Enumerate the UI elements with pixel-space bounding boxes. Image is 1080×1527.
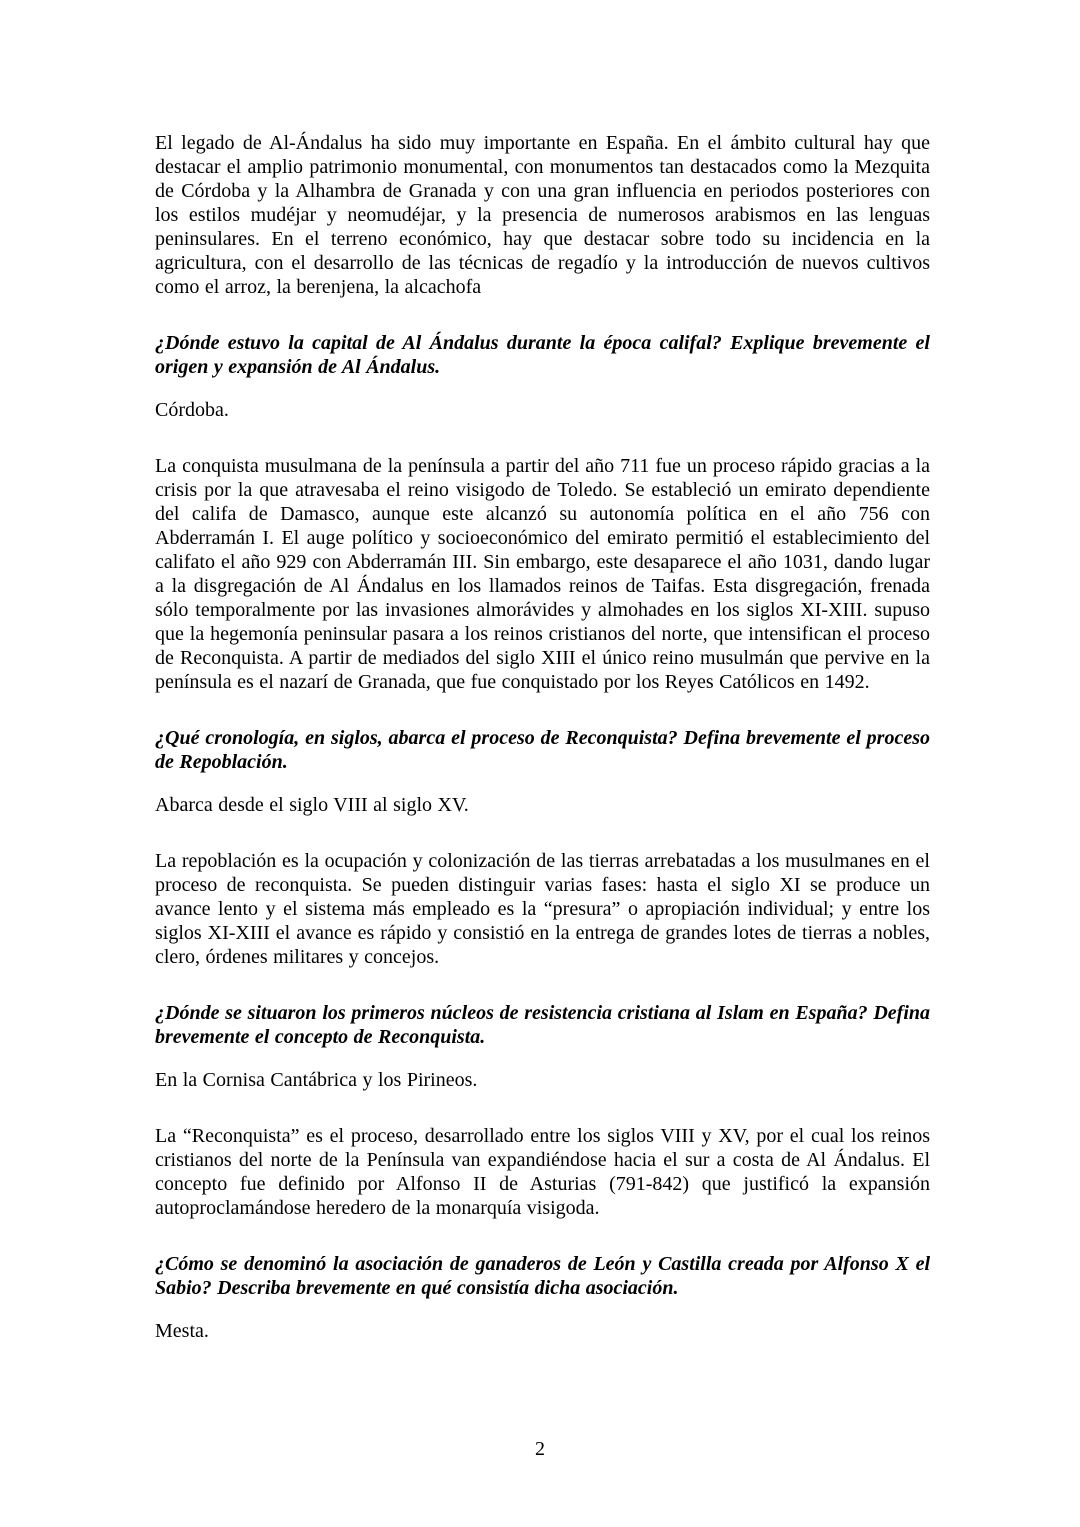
page-number: 2 bbox=[535, 1438, 545, 1460]
paragraph-legado-al-andalus: El legado de Al-Ándalus ha sido muy importante en España. En el ámbito cultural hay que destacar el amplio patrimonio monumental, con monumentos tan destacados como la Mezquita de Córdoba y la Alhambra de Granada y con una gran influencia en periodos posteriores con los estilos mudéjar y neomudéjar, y la presencia de numerosos arabismos en las lenguas peninsulares. En el terreno económico, hay que destacar sobre todo su incidencia en la agricultura, con el desarrollo de las técnicas de regadío y la introducción de nuevos cultivos como el arroz, la berenjena, la alcachofa bbox=[155, 132, 930, 298]
question-asociacion-ganaderos: ¿Cómo se denominó la asociación de ganaderos de León y Castilla creada por Alfonso X el Sabio? Describa brevemente en qué consistía dicha asociación. bbox=[155, 1253, 930, 1299]
question-capital-al-andalus: ¿Dónde estuvo la capital de Al Ándalus durante la época califal? Explique brevemente el origen y expansión de Al Ándalus. bbox=[155, 332, 930, 378]
answer-nucleos-resistencia: En la Cornisa Cantábrica y los Pirineos. bbox=[155, 1069, 478, 1091]
answer-asociacion-ganaderos: Mesta. bbox=[155, 1320, 209, 1342]
answer-capital-al-andalus: Córdoba. bbox=[155, 399, 229, 421]
paragraph-conquista-musulmana: La conquista musulmana de la península a partir del año 711 fue un proceso rápido gracias a la crisis por la que atravesaba el reino visigodo de Toledo. Se estableció un emirato dependiente del califa de Damasco, aunque este alcanzó su autonomía política en el año 756 con Abderramán I. El auge político y socioeconómico del emirato permitió el establecimiento del califato el año 929 con Abderramán III. Sin embargo, este desaparece el año 1031, dando lugar a la disgregación de Al Ándalus en los llamados reinos de Taifas. Esta disgregación, frenada sólo temporalmente por las invasiones almorávides y almohades en los siglos XI-XIII. supuso que la hegemonía peninsular pasara a los reinos cristianos del norte, que intensifican el proceso de Reconquista. A partir de mediados del siglo XIII el único reino musulmán que pervive en la península es el nazarí de Granada, que fue conquistado por los Reyes Católicos en 1492. bbox=[155, 455, 930, 693]
paragraph-repoblacion: La repoblación es la ocupación y colonización de las tierras arrebatadas a los musulmanes en el proceso de reconquista. Se pueden distinguir varias fases: hasta el siglo XI se produce un avance lento y el sistema más empleado es la “presura” o apropiación individual; y entre los siglos XI-XIII el avance es rápido y consistió en la entrega de grandes lotes de tierras a nobles, clero, órdenes militares y concejos. bbox=[155, 850, 930, 968]
answer-cronologia-reconquista: Abarca desde el siglo VIII al siglo XV. bbox=[155, 794, 469, 816]
question-nucleos-resistencia: ¿Dónde se situaron los primeros núcleos de resistencia cristiana al Islam en España? Defina brevemente el concepto de Reconquista. bbox=[155, 1002, 930, 1048]
question-cronologia-reconquista: ¿Qué cronología, en siglos, abarca el proceso de Reconquista? Defina brevemente el proceso de Repoblación. bbox=[155, 727, 930, 773]
paragraph-definicion-reconquista: La “Reconquista” es el proceso, desarrollado entre los siglos VIII y XV, por el cual los reinos cristianos del norte de la Península van expandiéndose hacia el sur a costa de Al Ándalus. El concepto fue definido por Alfonso II de Asturias (791-842) que justificó la expansión autoproclamándose heredero de la monarquía visigoda. bbox=[155, 1125, 930, 1219]
